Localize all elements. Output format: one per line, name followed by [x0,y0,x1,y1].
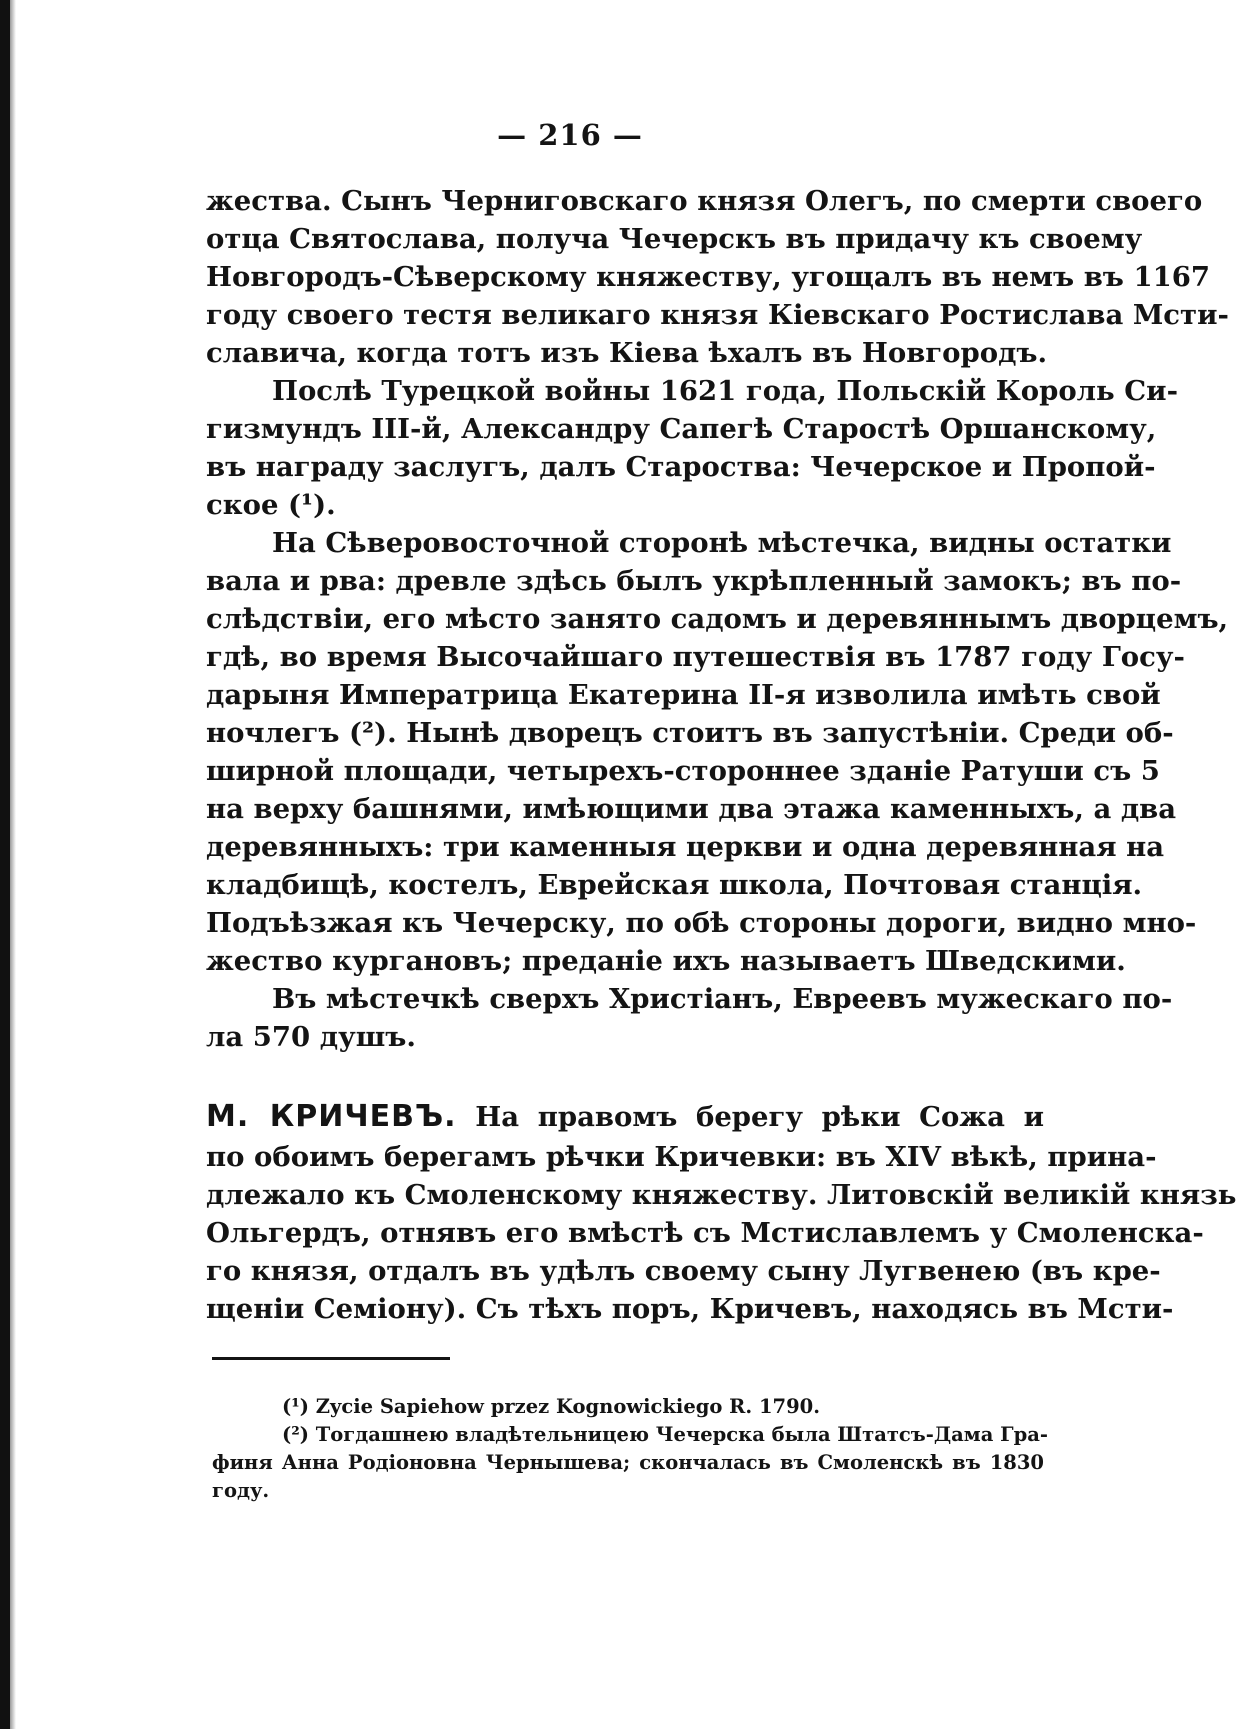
footnote-line: (¹) Zycie Sapiehow przez Kognowickiego R. 1790. [282,1395,821,1418]
text-line: славича, когда тотъ изъ Кіева ѣхалъ въ Новгородъ. [206,337,1048,369]
text-line: кладбищѣ, костелъ, Еврейская школа, Почтовая станція. [206,869,1143,901]
paragraphs-chechersk [206,182,1229,1056]
paragraph-krichev [206,1096,1236,1328]
text-line: дарыня Императрица Екатерина II-я изволила имѣть свой [206,679,1161,711]
text-line: длежало къ Смоленскому княжеству. Литовскій великій князь [206,1179,1236,1211]
text-line: щеніи Семіону). Съ тѣхъ поръ, Кричевъ, находясь въ Мсти- [206,1293,1174,1325]
text-line: деревянныхъ: три каменныя церкви и одна деревянная на [206,831,1165,863]
page-binding-edge [0,0,10,1729]
text-line: на верху башнями, имѣющими два этажа каменныхъ, а два [206,793,1177,825]
text-line: го князя, отдалъ въ удѣлъ своему сыну Лугвенею (въ кре- [206,1255,1161,1287]
text-line: Ольгердъ, отнявъ его вмѣстѣ съ Мстиславлемъ у Смоленска- [206,1217,1204,1249]
text-line: ширной площади, четырехъ-стороннее зданіе Ратуши съ 5 [206,755,1160,787]
text-line: вала и рва: древле здѣсь былъ укрѣпленный замокъ; въ по- [206,565,1182,597]
text-line: Новгородъ-Сѣверскому княжеству, угощалъ въ немъ въ 1167 [206,261,1211,293]
text-line: Въ мѣстечкѣ сверхъ Христіанъ, Евреевъ мужескаго по- [272,983,1173,1015]
footnote-divider [212,1357,450,1360]
text-line: жества. Сынъ Черниговскаго князя Олегъ, по смерти своего [206,185,1203,217]
text-line: Подъѣзжая къ Чечерску, по обѣ стороны дороги, видно мно- [206,907,1197,939]
footnote-line: году. [212,1479,270,1502]
footnote-line: финя Анна Родіоновна Чернышева; скончалась въ Смоленскѣ въ 1830 [212,1451,1044,1474]
page-number: — 216 — [497,118,643,152]
text-line: ночлегъ (²). Нынѣ дворецъ стоитъ въ запустѣніи. Среди об- [206,717,1174,749]
heading-line-text: На правомъ берегу рѣки Сожа и [475,1101,1044,1133]
text-line: слѣдствіи, его мѣсто занято садомъ и деревяннымъ дворцемъ, [206,603,1229,635]
text-line: ла 570 душъ. [206,1021,416,1053]
text-line: по обоимъ берегамъ рѣчки Кричевки: въ XIV вѣкѣ, прина- [206,1141,1157,1173]
page-binding-shadow [10,0,16,1729]
footnotes [212,1393,1048,1505]
footnote-line: (²) Тогдашнею владѣтельницею Чечерска была Штатсъ-Дама Гра- [282,1423,1048,1446]
text-line: Послѣ Турецкой войны 1621 года, Польскій Король Си- [272,375,1178,407]
text-line: На Сѣверовосточной сторонѣ мѣстечка, видны остатки [272,527,1172,559]
text-line: въ награду заслугъ, далъ Староства: Чечерское и Пропой- [206,451,1156,483]
text-line: году своего тестя великаго князя Кіевскаго Ростислава Мсти- [206,299,1229,331]
text-line: гдѣ, во время Высочайшаго путешествія въ 1787 году Госу- [206,641,1185,673]
text-line: жество кургановъ; преданіе ихъ называетъ Шведскими. [206,945,1126,977]
text-line: гизмундъ III-й, Александру Сапегѣ Старостѣ Оршанскому, [206,413,1157,445]
text-line: отца Святослава, получа Чечерскъ въ придачу къ своему [206,223,1143,255]
text-line: ское (¹). [206,489,336,521]
section-first-line [206,1096,1044,1138]
section-heading: М. КРИЧЕВЪ. [206,1099,457,1134]
